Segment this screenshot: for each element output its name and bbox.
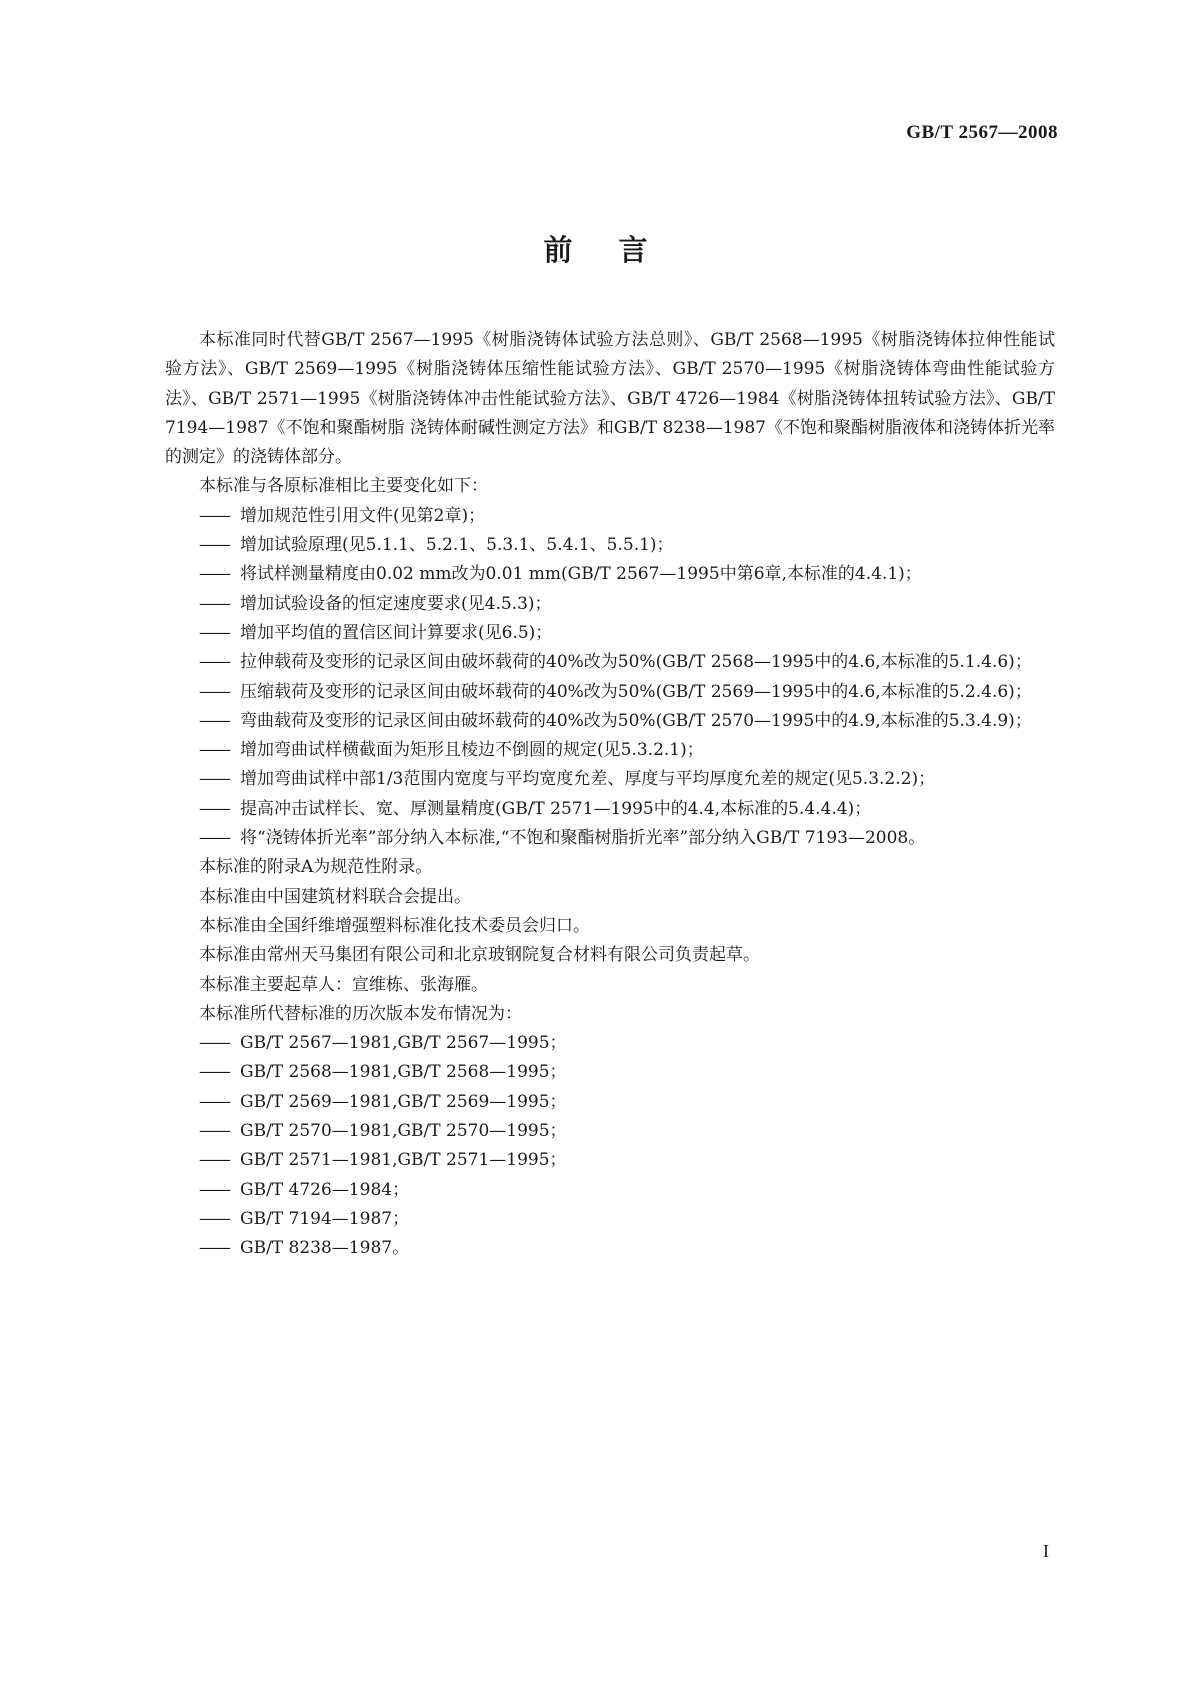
history-item [165, 1234, 1055, 1263]
history-item-text: GB/T 2568—1981,GB/T 2568—1995； [240, 1062, 567, 1083]
dash-mark: —— [199, 1091, 229, 1112]
list-item [165, 502, 1055, 531]
list-item-text: 将“浇铸体折光率”部分纳入本标准,“不饱和聚酯树脂折光率”部分纳入GB/T 7193—2008。 [240, 828, 926, 849]
drafters-statement: 本标准主要起草人：宣维栋、张海雁。 [199, 974, 488, 995]
dash-mark: —— [199, 1179, 229, 1200]
history-item-text: GB/T 7194—1987； [240, 1208, 410, 1229]
list-item-text: 增加试验原理(见5.1.1、5.2.1、5.3.1、5.4.1、5.5.1)； [240, 535, 674, 556]
intro-paragraph: 本标准同时代替GB/T 2567—1995《树脂浇铸体试验方法总则》、GB/T 2568—1995《树脂浇铸体拉伸性能试验方法》、GB/T 2569—1995《树脂浇铸体压缩性能试验方法》、GB/T 2570—1995《树脂浇铸体弯曲性能试验方法》、GB/T 2571—1995《树脂浇铸体冲击性能试验方法》、GB/T 4726—1984《树脂浇铸体扭转试验方法》、GB/T 7194—1987《不饱和聚酯树脂 浇铸体耐碱性测定方法》和GB/T 8238—1987《不饱和聚酯树脂液体和浇铸体折光率的测定》的浇铸体部分。 [165, 330, 1055, 468]
dash-mark: —— [199, 769, 229, 790]
list-item-text: 将试样测量精度由0.02 mm改为0.01 mm(GB/T 2567—1995中第6章,本标准的4.4.1)； [240, 564, 922, 585]
history-item-text: GB/T 2571—1981,GB/T 2571—1995； [240, 1150, 567, 1171]
page-number: I [1043, 1541, 1049, 1561]
list-item-text: 拉伸载荷及变形的记录区间由破坏载荷的40%改为50%(GB/T 2568—1995中的4.6,本标准的5.1.4.6)； [240, 652, 1032, 673]
dash-mark: —— [199, 1238, 229, 1259]
list-item [165, 678, 1055, 707]
foreword-body [165, 326, 1055, 1264]
list-item [165, 560, 1055, 589]
dash-mark: —— [199, 1150, 229, 1171]
list-item [165, 590, 1055, 619]
dash-mark: —— [199, 505, 229, 526]
history-item [165, 1088, 1055, 1117]
list-item-text: 压缩载荷及变形的记录区间由破坏载荷的40%改为50%(GB/T 2569—1995中的4.6,本标准的5.2.4.6)； [240, 681, 1032, 702]
list-item-text: 增加平均值的置信区间计算要求(见6.5)； [240, 622, 553, 643]
dash-mark: —— [199, 593, 229, 614]
dash-mark: —— [199, 1208, 229, 1229]
page-title: 前言 [543, 233, 694, 267]
dash-mark: —— [199, 828, 229, 849]
history-item [165, 1205, 1055, 1234]
dash-mark: —— [199, 622, 229, 643]
history-item-text: GB/T 2569—1981,GB/T 2569—1995； [240, 1091, 567, 1112]
dash-mark: —— [199, 1121, 229, 1142]
dash-mark: —— [199, 652, 229, 673]
appendix-statement: 本标准的附录A为规范性附录。 [199, 857, 433, 878]
history-item-text: GB/T 2570—1981,GB/T 2570—1995； [240, 1121, 567, 1142]
dash-mark: —— [199, 740, 229, 761]
list-item [165, 531, 1055, 560]
dash-mark: —— [199, 710, 229, 731]
history-item [165, 1058, 1055, 1087]
list-item-text: 增加规范性引用文件(见第2章)； [240, 505, 486, 526]
proposer-statement: 本标准由中国建筑材料联合会提出。 [199, 886, 471, 907]
list-item-text: 增加试验设备的恒定速度要求(见4.5.3)； [240, 593, 552, 614]
list-item [165, 765, 1055, 794]
history-item-text: GB/T 4726—1984； [240, 1179, 410, 1200]
list-item [165, 619, 1055, 648]
dash-mark: —— [199, 681, 229, 702]
dash-mark: —— [199, 1033, 229, 1054]
list-item-text: 弯曲载荷及变形的记录区间由破坏载荷的40%改为50%(GB/T 2570—1995中的4.9,本标准的5.3.4.9)； [240, 710, 1032, 731]
list-item-text: 提高冲击试样长、宽、厚测量精度(GB/T 2571—1995中的4.4,本标准的5.4.4.4)； [240, 798, 872, 819]
history-item [165, 1176, 1055, 1205]
drafting-units-statement: 本标准由常州天马集团有限公司和北京玻钢院复合材料有限公司负责起草。 [199, 945, 760, 966]
list-item [165, 648, 1055, 677]
history-item [165, 1146, 1055, 1175]
list-item [165, 795, 1055, 824]
committee-statement: 本标准由全国纤维增强塑料标准化技术委员会归口。 [199, 915, 590, 936]
standard-number: GB/T 2567—2008 [906, 122, 1058, 143]
dash-mark: —— [199, 798, 229, 819]
changes-intro: 本标准与各原标准相比主要变化如下： [199, 476, 488, 497]
list-item [165, 707, 1055, 736]
history-item [165, 1029, 1055, 1058]
list-item-text: 增加弯曲试样中部1/3范围内宽度与平均宽度允差、厚度与平均厚度允差的规定(见5.3.2.2)； [240, 769, 936, 790]
list-item-text: 增加弯曲试样横截面为矩形且棱边不倒圆的规定(见5.3.2.1)； [240, 740, 704, 761]
dash-mark: —— [199, 535, 229, 556]
history-item-text: GB/T 2567—1981,GB/T 2567—1995； [240, 1033, 567, 1054]
history-item-text: GB/T 8238—1987。 [240, 1238, 410, 1259]
dash-mark: —— [199, 564, 229, 585]
history-item [165, 1117, 1055, 1146]
dash-mark: —— [199, 1062, 229, 1083]
history-intro: 本标准所代替标准的历次版本发布情况为： [199, 1003, 522, 1024]
list-item [165, 824, 1055, 853]
list-item [165, 736, 1055, 765]
